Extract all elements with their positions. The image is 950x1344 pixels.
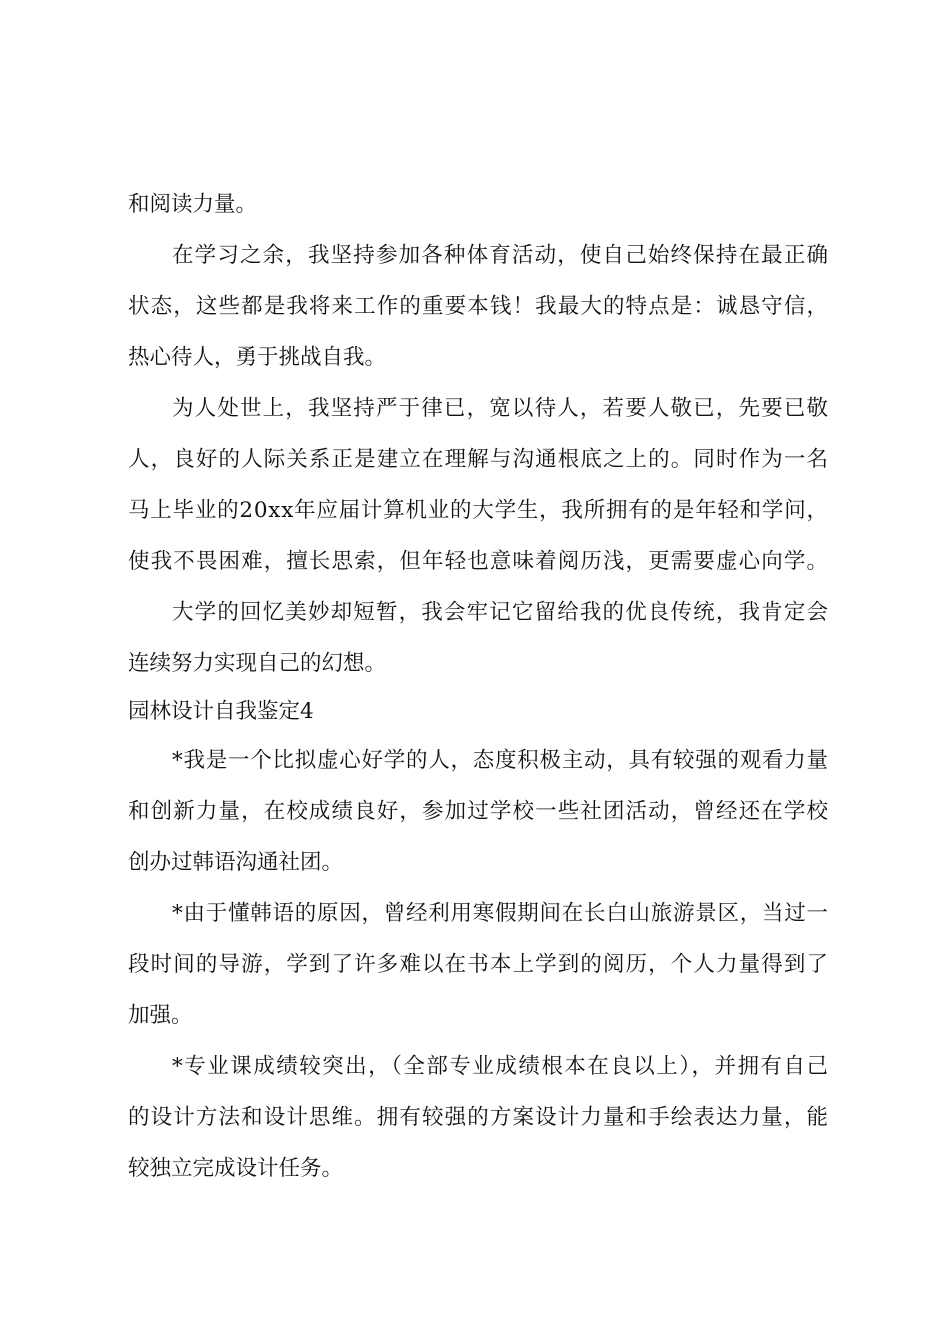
paragraph-line: 和创新力量，在校成绩良好，参加过学校一些社团活动，曾经还在学校 bbox=[128, 799, 830, 824]
bullet-first-line: *我是一个比拟虚心好学的人，态度积极主动，具有较强的观看力量 bbox=[172, 748, 829, 773]
paragraph-line: 的设计方法和设计思维。拥有较强的方案设计力量和手绘表达力量，能 bbox=[128, 1105, 830, 1130]
paragraph-last-line: 创办过韩语沟通社团。 bbox=[128, 850, 344, 875]
paragraph-tail: 和阅读力量。 bbox=[128, 192, 258, 217]
paragraph-first-line: 大学的回忆美妙却短暂，我会牢记它留给我的优良传统，我肯定会 bbox=[172, 600, 830, 625]
paragraph-last-line: 较独立完成设计任务。 bbox=[128, 1156, 344, 1181]
paragraph-line: 马上毕业的20xx年应届计算机业的大学生，我所拥有的是年轻和学问， bbox=[128, 498, 829, 523]
bullet-first-line: *由于懂韩语的原因，曾经利用寒假期间在长白山旅游景区，当过一 bbox=[172, 901, 829, 926]
paragraph-first-line: 为人处世上，我坚持严于律已，宽以待人，若要人敬已，先要已敬 bbox=[172, 396, 830, 421]
paragraph-last-line: 连续努力实现自己的幻想。 bbox=[128, 651, 387, 676]
paragraph-last-line: 加强。 bbox=[128, 1003, 193, 1028]
paragraph-line: 段时间的导游，学到了许多难以在书本上学到的阅历，个人力量得到了 bbox=[128, 952, 830, 977]
paragraph-line: 人，良好的人际关系正是建立在理解与沟通根底之上的。同时作为一名 bbox=[128, 447, 830, 472]
paragraph-line: 状态，这些都是我将来工作的重要本钱！我最大的特点是：诚恳守信， bbox=[128, 294, 830, 319]
bullet-first-line: *专业课成绩较突出，（全部专业成绩根本在良以上），并拥有自己 bbox=[172, 1054, 830, 1079]
section-heading: 园林设计自我鉴定4 bbox=[128, 699, 314, 724]
paragraph-last-line: 使我不畏困难，擅长思索，但年轻也意味着阅历浅，更需要虚心向学。 bbox=[128, 549, 830, 574]
paragraph-last-line: 热心待人，勇于挑战自我。 bbox=[128, 345, 387, 370]
paragraph-first-line: 在学习之余，我坚持参加各种体育活动，使自己始终保持在最正确 bbox=[172, 243, 830, 268]
